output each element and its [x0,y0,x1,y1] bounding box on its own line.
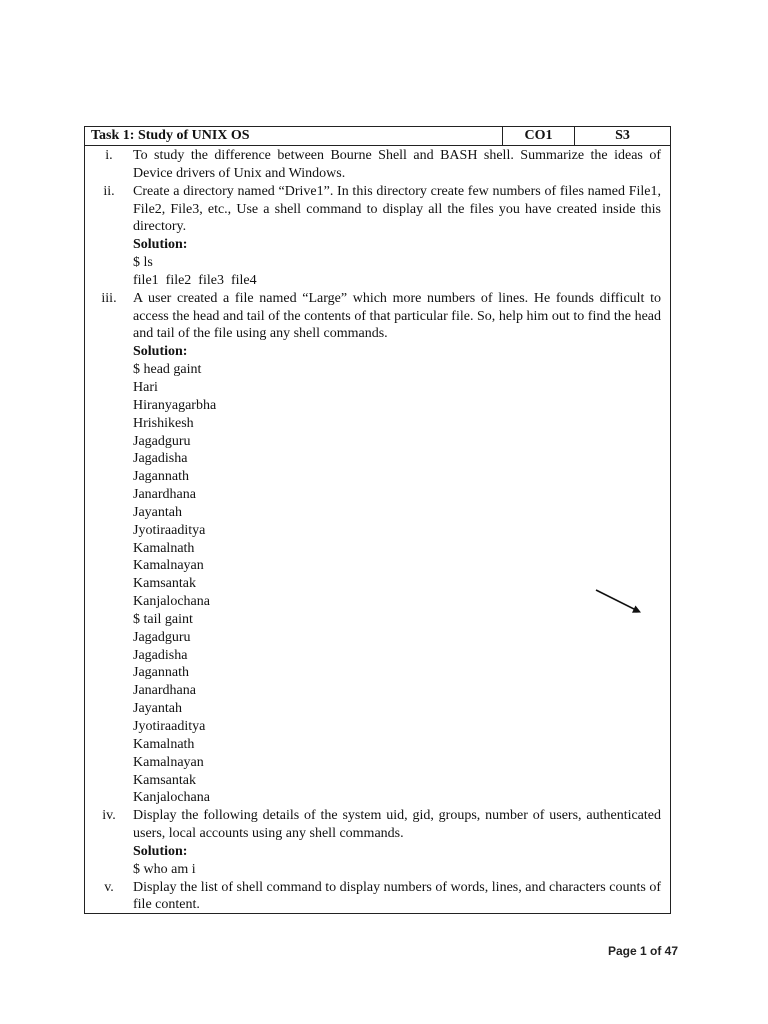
head-output-line: Kamsantak [133,576,196,592]
task-item-v [85,879,670,915]
command-output: file1 file2 file3 file4 [133,272,257,288]
head-output-line: Jyotiraaditya [133,522,206,538]
arrow-down-right-icon [594,586,644,614]
head-output-line: Jagadguru [133,433,191,449]
item-text: Display the list of shell command to display numbers of words, lines, and characters counts of file content. [133,879,661,913]
task-title: Task 1: Study of UNIX OS [85,127,503,145]
tail-output-line: Kamsantak [133,772,196,788]
tail-output-line: Jyotiraaditya [133,719,206,734]
head-output-line: Kanjalochana [133,594,210,610]
head-output-line: Jagadisha [133,451,188,467]
task-item-ii [85,183,670,290]
head-output-line: Kamalnayan [133,558,204,574]
task-item-iii [85,290,670,807]
solution-label: Solution: [133,237,188,253]
item-text: Create a directory named “Drive1”. In this directory create few numbers of files named File1, File2, File3, etc., Use a shell command to display all the files you have created inside this directory. [133,183,661,235]
head-output-line: Hiranyagarbha [133,397,217,413]
head-command: $ head gaint [133,362,202,378]
head-output-line: Janardhana [133,487,196,503]
course-outcome: CO1 [503,127,575,145]
item-body [133,807,661,878]
task-items [85,146,670,914]
item-body [133,147,661,183]
item-number: iii. [101,290,117,306]
tail-output-line: Jayantah [133,701,182,717]
item-text: A user created a file named “Large” which more numbers of lines. He founds difficult to access the head and tail of the contents of that particular file. So, help him out to find the head and tail of the file using any shell commands. [133,290,661,342]
tail-command: $ tail gaint [133,611,193,627]
tail-output-line: Kamalnath [133,736,195,752]
tail-output-line: Jagadisha [133,647,188,663]
item-number: iv. [102,808,116,824]
task-item-i [85,147,670,183]
solution-label: Solution: [133,344,188,360]
item-number: v. [104,879,114,895]
item-body [133,879,661,915]
item-number: ii. [103,183,115,199]
task-header-row [85,127,670,146]
solution-label: Solution: [133,843,188,859]
tail-output-line: Jagannath [133,665,189,681]
command-line: $ ls [133,255,153,271]
head-output-line: Jagannath [133,469,189,485]
item-number: i. [105,148,113,163]
item-body [133,183,661,290]
item-text: To study the difference between Bourne Shell and BASH shell. Summarize the ideas of Device drivers of Unix and Windows. [133,148,661,181]
head-output-line: Jayantah [133,504,182,520]
page-number: Page 1 of 47 [607,944,678,958]
head-output-line: Hari [133,379,158,395]
command-line: $ who am i [133,861,196,877]
tail-output-line: Janardhana [133,683,196,699]
head-output-line: Kamalnath [133,540,195,556]
session-code: S3 [615,128,630,143]
tail-output-line: Kamalnayan [133,754,204,770]
tail-output-line: Jagadguru [133,629,191,645]
tail-output-line: Kanjalochana [133,790,210,806]
task-table [84,126,671,914]
item-body [133,290,661,807]
task-item-iv [85,807,670,878]
item-text: Display the following details of the system uid, gid, groups, number of users, authenticated users, local accounts using any shell commands. [133,808,661,842]
head-output-line: Hrishikesh [133,415,194,431]
